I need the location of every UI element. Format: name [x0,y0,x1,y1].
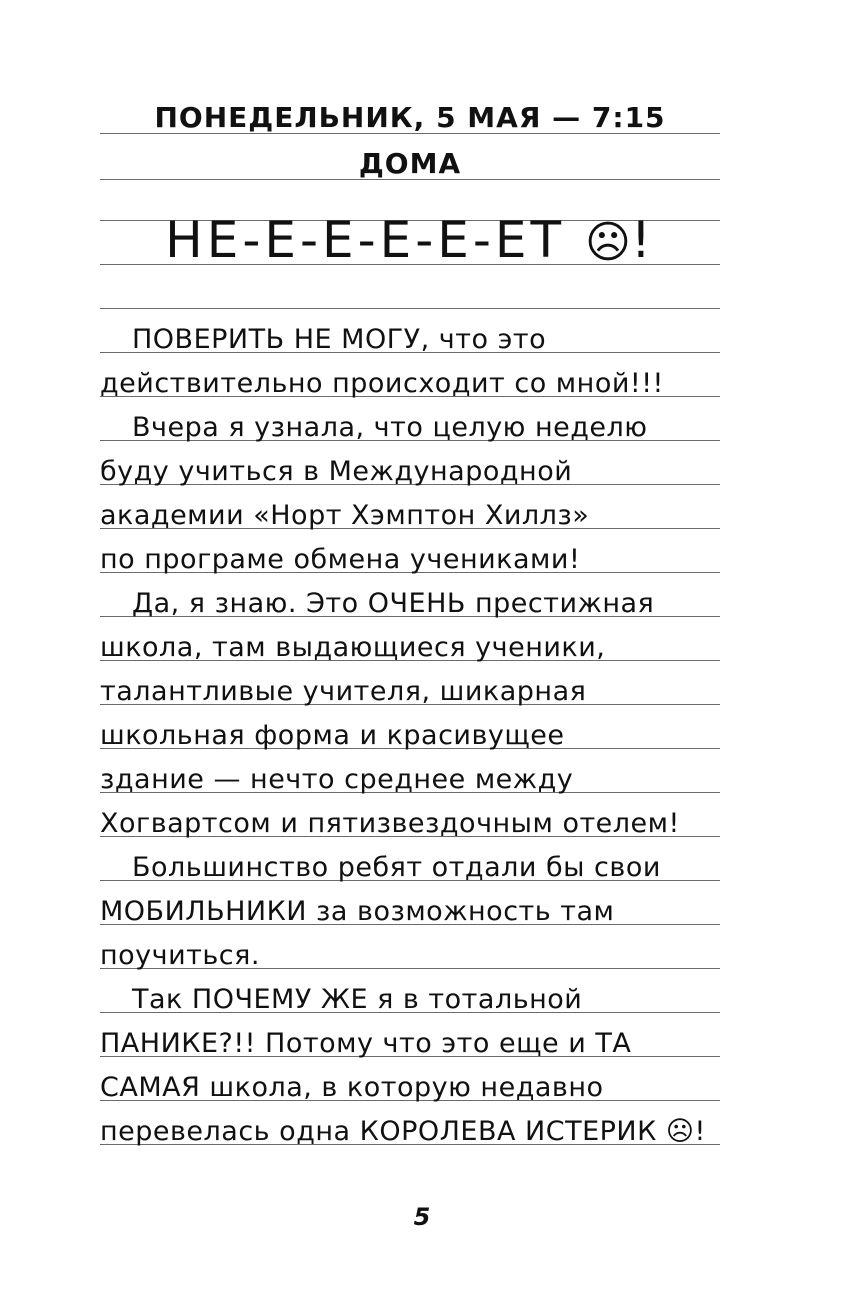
dateline-heading: ПОНЕДЕЛЬНИК, 5 МАЯ — 7:15 [154,101,666,134]
text-line: перевелась одна КОРОЛЕВА ИСТЕРИК ☹! [100,1116,706,1147]
text-line: ПАНИКЕ?!! Потому что это еще и ТА [100,1028,632,1059]
title-exclamation: ! [630,211,655,269]
text-line: действительно происходит со мной!!! [100,368,664,399]
text-line: МОБИЛЬНИКИ за возможность там [100,896,615,927]
text-line: поучиться. [100,940,260,971]
text-line: академии «Норт Хэмптон Хиллз» [100,500,590,531]
ruled-line [100,308,720,309]
text-line: буду учиться в Международной [100,456,573,487]
text-line: САМАЯ школа, в которую недавно [100,1072,604,1103]
text-line: Да, я знаю. Это ОЧЕНЬ престижная [132,588,655,619]
title-text: НЕ-Е-Е-Е-Е-ЕТ [165,211,566,269]
text-line: Большинство ребят отдали бы свои [132,852,661,883]
location-heading: ДОМА [358,147,462,180]
text-line: здание — нечто среднее между [100,764,574,795]
text-line: Так ПОЧЕМУ ЖЕ я в тотальной [132,984,583,1015]
text-line: Вчера я узнала, что целую неделю [132,412,648,443]
exclamation-title [100,210,720,273]
text-line: ПОВЕРИТЬ НЕ МОГУ, что это [132,324,547,355]
text-line: талантливые учителя, шикарная [100,676,587,707]
text-line: школа, там выдающиеся ученики, [100,632,606,663]
text-line: Хогвартсом и пятизвездочным отелем! [100,808,680,839]
text-line: по програме обмена учениками! [100,544,581,575]
page-number: 5 [413,1203,431,1231]
text-line: школьная форма и красивущее [100,720,565,751]
frown-face-icon: ☹ [584,217,631,268]
